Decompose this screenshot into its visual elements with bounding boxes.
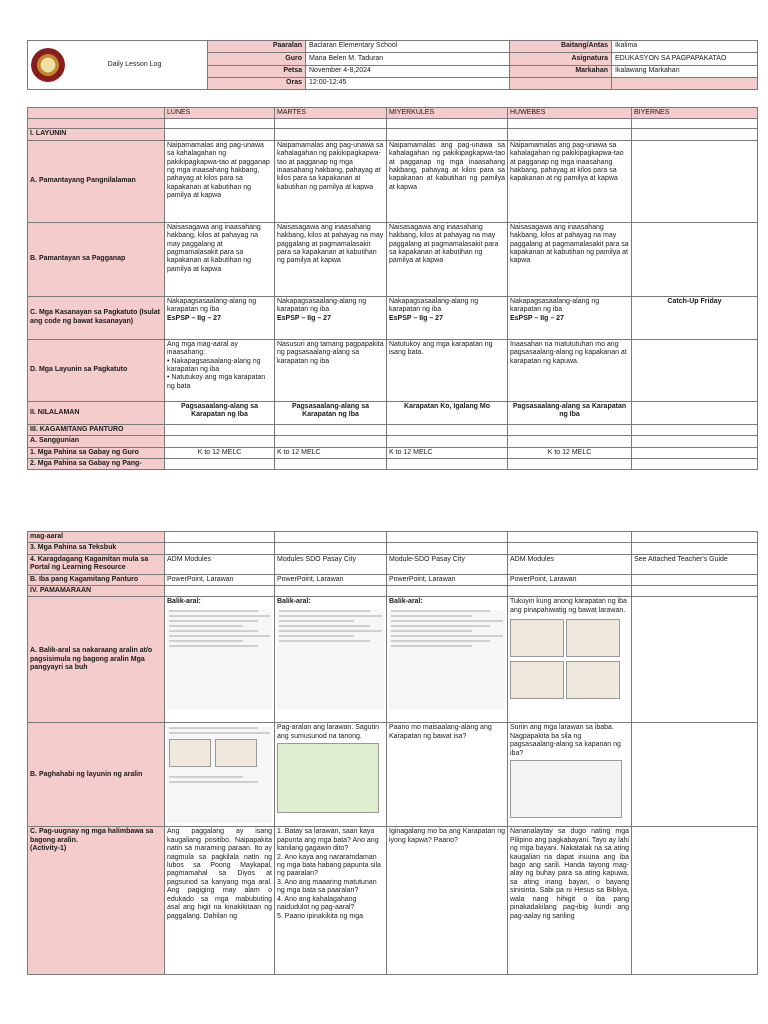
worksheet-image [389, 610, 505, 710]
cell-iba-martes: PowerPoint, Larawan [275, 574, 387, 585]
row-label-mag-aaral-cont: mag-aaral [28, 532, 165, 543]
row-label-gabay-pang-mag-aaral: 2. Mga Pahina sa Gabay ng Pang- [28, 459, 165, 470]
cell-c-martes: Nakapagsasaalang-alang ng karapatan ng iba EsPSP – IIg – 27 [275, 296, 387, 339]
cell-gabay-guro-lunes: K to 12 MELC [165, 447, 275, 458]
cell-iba-miyerkules: PowerPoint, Larawan [387, 574, 508, 585]
school-seal-icon [31, 48, 65, 82]
header-value-paaralan: Baclaran Elementary School [306, 41, 510, 53]
cell-d-miyerkules: Natutukoy ang mga karapatan ng isang bata. [387, 339, 508, 401]
cell-paghahabi-huwebes [508, 723, 632, 827]
day-header-martes: MARTES [275, 108, 387, 119]
cell-iba-lunes: PowerPoint, Larawan [165, 574, 275, 585]
header-value-oras: 12:00-12:45 [306, 77, 510, 89]
children-drawing [510, 760, 622, 818]
cell-paghahabi-martes [275, 723, 387, 827]
cell-d-martes: Nasusuri ang tamang pagpapakita ng pagsasaalang-alang sa karapatan ng iba [275, 339, 387, 401]
worksheet-image [167, 727, 272, 823]
cell-nilalaman-lunes: Pagsasaalang-alang sa Karapatan ng Iba [165, 401, 275, 424]
cell-d-biyernes [632, 339, 758, 401]
header-label-oras: Oras [208, 77, 306, 89]
children-picture [277, 743, 379, 813]
row-label-pag-uugnay: C. Pag-uugnay ng mga halimbawa sa bagong aralin. (Activity-1) [28, 827, 165, 975]
cell-c-huwebes: Nakapagsasaalang-alang ng karapatan ng iba EsPSP – IIg – 27 [508, 296, 632, 339]
day-header-miyerkules: MIYERKULES [387, 108, 508, 119]
row-label-kasanayan: C. Mga Kasanayan sa Pagkatuto (Isulat ang code ng bawat kasanayan) [28, 296, 165, 339]
cell-pag-uugnay-martes: 1. Batay sa larawan, saan kaya papunta ang mga bata? Ano ang kanilang gagawin dito? 2. Ano kaya ang nararamdaman ng mga bata habang papunta sila ng paaralan? 3. Ano ang maaaring matutunan ng mga bata sa paaralan? 4. Ano ang kahalagahang naidudulot ng pag-aaral? 5. Paano ipinakikita ng mga [275, 827, 387, 975]
row-label-layunin-pagkatuto: D. Mga Layunin sa Pagkatuto [28, 339, 165, 401]
header-value-guro: Maria Belen M. Taduran [306, 53, 510, 65]
header-value-petsa: November 4-8,2024 [306, 65, 510, 77]
cell-gabay-guro-huwebes: K to 12 MELC [508, 447, 632, 458]
worksheet-image [167, 610, 272, 710]
cell-b-miyerkules: Naisasagawa ang inaasahang hakbang, kilos at pahayag na may paggalang at pagmamalasakit para sa kapakanan at kabutihan ng pamilya at kapwa [387, 222, 508, 296]
cell-gabay-guro-martes: K to 12 MELC [275, 447, 387, 458]
section-layunin: I. LAYUNIN [28, 129, 165, 140]
school-logo-cell [28, 41, 208, 90]
picture-grid [510, 619, 629, 702]
cell-b-huwebes: Naisasagawa ang inaasahang hakbang, kilos at pahayag na may paggalang at pagmamalasakit para sa kapakanan at kabutihan ng pamilya at kapwa [508, 222, 632, 296]
picture-2 [566, 619, 620, 657]
cell-karagdagang-martes: Modules SDO Pasay City [275, 554, 387, 574]
header-value-asignatura: EDUKASYON SA PAGPAPAKATAO [612, 53, 758, 65]
row-label-balik-aral: A. Balik-aral sa nakaraang aralin at/o pagsisimula ng bagong aralin Mga pangyayri sa buh [28, 597, 165, 723]
cell-pag-uugnay-huwebes: Nananalaytay sa dugo nating mga Pilipino ang pagkabayani. Tayo ay lahi ng mga bayani. Nakatatak na sa ating kaugalian na dapat inuuna ang iba bago ang sarili. Handa tayong mag-alay ng buhay para sa ating kapuwa, sa ating inang bayan, o bayang sinisinta. Sabi pa ni Hesus sa Bibliya, wala nang hihigit o iba pang pinakadakilang pag-ibig kundi ang pag-aalay ng sariling [508, 827, 632, 975]
cell-a-martes: Naipamamalas ang pag-unawa sa kahalagahan ng pakikipagkapwa-tao at pagganap ng mga inaasahang hakbang, pahayag at kilos para sa kapakanan at kabutihan ng pamilya at kapwa [275, 140, 387, 222]
cell-balik-aral-huwebes [508, 597, 632, 723]
header-label-baitang: Baitang/Antas [510, 41, 612, 53]
cell-balik-aral-lunes [165, 597, 275, 723]
picture-1 [510, 619, 564, 657]
lesson-log-table-page2 [27, 531, 757, 975]
header-value-markahan: Ikalawang Markahan [612, 65, 758, 77]
cell-nilalaman-miyerkules: Karapatan Ko, Igalang Mo [387, 401, 508, 424]
day-header-huwebes: HUWEBES [508, 108, 632, 119]
paghahabi-text: Pag-aralan ang larawan. Sagutin ang sumusunod na tanong. [277, 724, 379, 740]
header-empty-value [612, 77, 758, 89]
header-label-paaralan: Paaralan [208, 41, 306, 53]
cell-b-biyernes [632, 222, 758, 296]
cell-c-biyernes-catch-up: Catch-Up Friday [632, 296, 758, 339]
cell-a-lunes: Naipamamalas ang pag-unawa sa kahalagahan ng pakikipagkapwa-tao at pagganap ng mga inaasahang hakbang, pahayag at kilos para sa kapakanan at kabutihan ng pamilya at kapwa [165, 140, 275, 222]
row-label-pamantayang-pangnilalaman: A. Pamantayang Pangnilalaman [28, 140, 165, 222]
balik-aral-heading: Balik-aral: [277, 598, 311, 606]
cell-c-miyerkules: Nakapagsasaalang-alang ng karapatan ng iba EsPSP – IIg – 27 [387, 296, 508, 339]
cell-balik-aral-martes [275, 597, 387, 723]
cell-karagdagang-huwebes: ADM Modules [508, 554, 632, 574]
cell-pag-uugnay-miyerkules: Iginagalang mo ba ang Karapatan ng iyong kapwa? Paano? [387, 827, 508, 975]
cell-a-huwebes: Naipamamalas ang pag-unawa sa kahalagahan ng pakikipagkapwa-tao at pagganap ng mga inaasahang hakbang, pahayag at kilos para sa kapakanan at ng pamilya at kapwa [508, 140, 632, 222]
row-label-pamantayan-sa-pagganap: B. Pamantayan sa Pagganap [28, 222, 165, 296]
day-header-blank [28, 108, 165, 119]
worksheet-image [277, 610, 384, 710]
cell-nilalaman-biyernes [632, 401, 758, 424]
header-label-guro: Guro [208, 53, 306, 65]
header-label-markahan: Markahan [510, 65, 612, 77]
cell-paghahabi-biyernes [632, 723, 758, 827]
cell-nilalaman-martes: Pagsasaalang-alang sa Karapatan ng Iba [275, 401, 387, 424]
cell-gabay-guro-biyernes [632, 447, 758, 458]
cell-gabay-guro-miyerkules: K to 12 MELC [387, 447, 508, 458]
row-label-teksbuk: 3. Mga Pahina sa Teksbuk [28, 543, 165, 554]
header-value-baitang: Ikalima [612, 41, 758, 53]
cell-karagdagang-biyernes: See Attached Teacher's Guide [632, 554, 758, 574]
cell-d-huwebes: Inaasahan na matututuhan mo ang pagsasaalang-alang ng kapakanan at karapatan ng kapuwa. [508, 339, 632, 401]
cell-a-miyerkules: Naipamamalas ang pag-unawa sa kahalagahan ng pakikipagkapwa-tao at pagganap ng mga inaasahang hakbang, pahayag at kilos para sa kapakanan at kabutihan ng pamilya at kapwa [387, 140, 508, 222]
header-empty-label [510, 77, 612, 89]
cell-paghahabi-miyerkules: Paano mo maisaalang-alang ang Karapatan ng bawat isa? [387, 723, 508, 827]
section-kagamitan: III. KAGAMITANG PANTURO [28, 424, 165, 435]
cell-paghahabi-lunes [165, 723, 275, 827]
row-label-iba-pang-kagamitan: B. Iba pang Kagamitang Panturo [28, 574, 165, 585]
cell-pag-uugnay-lunes: Ang paggalang ay isang kaugaliang positibo. Naipapakita natin sa maraming paraan. Ito ay nagmula sa pagkilala natin ng lubos sa Poong Maykapal, pagmamahal sa Diyos at pagsunod sa kanyang mga aral. Ang pagiging may alam o edukado sa mga mabubuting asal ang higit na kinakikitaan ng paggalang. Dahilan ng [165, 827, 275, 975]
cell-d-lunes: Ang mga mag-aaral ay inaasahang: • Nakapagsasaalang-alang ng karapatan ng iba • Natutukoy ang mga karapatan ng bata [165, 339, 275, 401]
row-label-karagdagang-kagamitan: 4. Karagdagang Kagamitan mula sa Portal ng Learning Resource [28, 554, 165, 574]
paghahabi-text: Suriin ang mga larawan sa ibaba. Nagpapakita ba sila ng pagsasaalang-alang sa kapanan ng iba? [510, 724, 621, 757]
cell-karagdagang-miyerkules: Module-SDO Pasay City [387, 554, 508, 574]
cell-iba-huwebes: PowerPoint, Larawan [508, 574, 632, 585]
cell-pag-uugnay-biyernes [632, 827, 758, 975]
row-label-sanggunian: A. Sanggunian [28, 436, 165, 447]
section-pamamaraan: IV. PAMAMARAAN [28, 586, 165, 597]
cell-balik-aral-miyerkules [387, 597, 508, 723]
cell-iba-biyernes [632, 574, 758, 585]
header-label-petsa: Petsa [208, 65, 306, 77]
balik-aral-heading: Balik-aral: [389, 598, 423, 606]
row-label-paghahabi: B. Paghahabi ng layunin ng aralin [28, 723, 165, 827]
lesson-log-header [27, 40, 757, 90]
cell-balik-aral-biyernes [632, 597, 758, 723]
balik-aral-heading: Balik-aral: [167, 598, 201, 606]
section-nilalaman: II. NILALAMAN [28, 401, 165, 424]
day-header-biyernes: BIYERNES [632, 108, 758, 119]
cell-b-martes: Naisasagawa ang inaasahang hakbang, kilos at pahayag na may paggalang at pagmamalasakit para sa kapakanan at kabutihan ng pamilya at kapwa [275, 222, 387, 296]
cell-karagdagang-lunes: ADM Modules [165, 554, 275, 574]
cell-c-lunes: Nakapagsasaalang-alang ng karapatan ng iba EsPSP – IIg – 27 [165, 296, 275, 339]
cell-nilalaman-huwebes: Pagsasaalang-alang sa Karapatan ng Iba [508, 401, 632, 424]
picture-3 [510, 661, 564, 699]
header-label-asignatura: Asignatura [510, 53, 612, 65]
cell-b-lunes: Naisasagawa ang inaasahang hakbang, kilos at pahayag na may paggalang at pagmamalasakit para sa kapakanan at kabutihan ng pamilya at kapwa [165, 222, 275, 296]
day-header-lunes: LUNES [165, 108, 275, 119]
picture-4 [566, 661, 620, 699]
cell-a-biyernes [632, 140, 758, 222]
row-label-gabay-guro: 1. Mga Pahina sa Gabay ng Guro [28, 447, 165, 458]
balik-aral-instruction: Tukuyin kung anong karapatan ng iba ang pinapahiwatig ng bawat larawan. [510, 598, 627, 614]
log-title: Daily Lesson Log [107, 60, 162, 68]
lesson-log-table-page1 [27, 107, 757, 470]
